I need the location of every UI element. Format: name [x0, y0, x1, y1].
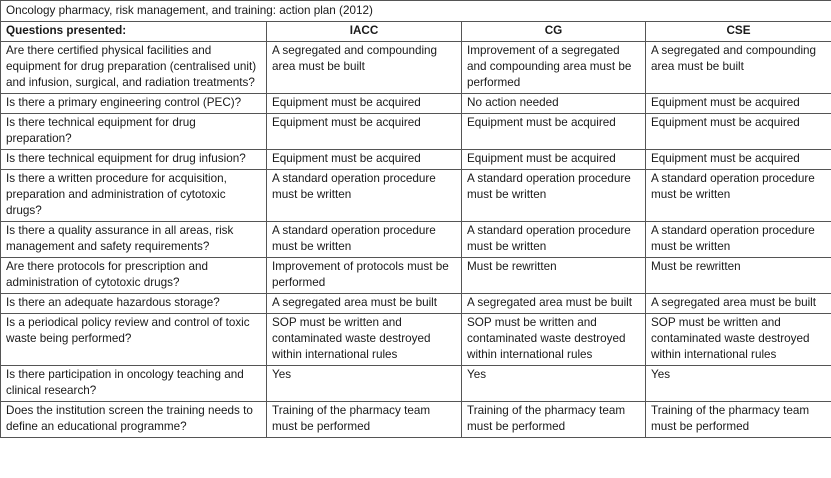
- iacc-cell: Yes: [267, 366, 462, 402]
- iacc-cell: A standard operation procedure must be written: [267, 170, 462, 222]
- question-cell: Is there technical equipment for drug infusion?: [1, 150, 267, 170]
- question-cell: Is a periodical policy review and control of toxic waste being performed?: [1, 314, 267, 366]
- iacc-cell: A segregated and compounding area must be built: [267, 42, 462, 94]
- cse-cell: A standard operation procedure must be written: [646, 170, 831, 222]
- table-row: [1, 94, 831, 114]
- iacc-cell: A standard operation procedure must be written: [267, 222, 462, 258]
- question-cell: Is there a quality assurance in all areas, risk management and safety requirements?: [1, 222, 267, 258]
- cg-cell: A segregated area must be built: [462, 294, 646, 314]
- cse-cell: Equipment must be acquired: [646, 94, 831, 114]
- question-cell: Are there certified physical facilities and equipment for drug preparation (centralised unit) and infusion, surgical, and radiation treatments?: [1, 42, 267, 94]
- cg-cell: Equipment must be acquired: [462, 114, 646, 150]
- question-cell: Is there an adequate hazardous storage?: [1, 294, 267, 314]
- header-questions: Questions presented:: [1, 22, 267, 42]
- table-row: [1, 294, 831, 314]
- cg-cell: Must be rewritten: [462, 258, 646, 294]
- table-row: [1, 258, 831, 294]
- cg-cell: No action needed: [462, 94, 646, 114]
- iacc-cell: Training of the pharmacy team must be performed: [267, 402, 462, 438]
- cse-cell: Yes: [646, 366, 831, 402]
- iacc-cell: Equipment must be acquired: [267, 114, 462, 150]
- table-row: [1, 314, 831, 366]
- cg-cell: SOP must be written and contaminated waste destroyed within international rules: [462, 314, 646, 366]
- cse-cell: SOP must be written and contaminated waste destroyed within international rules: [646, 314, 831, 366]
- iacc-cell: Equipment must be acquired: [267, 94, 462, 114]
- cg-cell: Improvement of a segregated and compounding area must be performed: [462, 42, 646, 94]
- table-row: [1, 366, 831, 402]
- iacc-cell: Improvement of protocols must be performed: [267, 258, 462, 294]
- table-row: [1, 402, 831, 438]
- question-cell: Is there a written procedure for acquisition, preparation and administration of cytotoxic drugs?: [1, 170, 267, 222]
- header-cg: CG: [462, 22, 646, 42]
- table-row: [1, 150, 831, 170]
- table-row: [1, 170, 831, 222]
- iacc-cell: SOP must be written and contaminated waste destroyed within international rules: [267, 314, 462, 366]
- table-row: [1, 114, 831, 150]
- cg-cell: Equipment must be acquired: [462, 150, 646, 170]
- table-header-row: [1, 22, 831, 42]
- cg-cell: A standard operation procedure must be written: [462, 170, 646, 222]
- header-cse: CSE: [646, 22, 831, 42]
- question-cell: Are there protocols for prescription and administration of cytotoxic drugs?: [1, 258, 267, 294]
- cse-cell: Training of the pharmacy team must be performed: [646, 402, 831, 438]
- cse-cell: Must be rewritten: [646, 258, 831, 294]
- cg-cell: A standard operation procedure must be written: [462, 222, 646, 258]
- table-title: Oncology pharmacy, risk management, and training: action plan (2012): [1, 1, 831, 22]
- iacc-cell: Equipment must be acquired: [267, 150, 462, 170]
- cse-cell: Equipment must be acquired: [646, 114, 831, 150]
- cse-cell: A standard operation procedure must be written: [646, 222, 831, 258]
- question-cell: Is there a primary engineering control (PEC)?: [1, 94, 267, 114]
- question-cell: Is there technical equipment for drug preparation?: [1, 114, 267, 150]
- cg-cell: Training of the pharmacy team must be performed: [462, 402, 646, 438]
- table-row: [1, 222, 831, 258]
- table-row: [1, 42, 831, 94]
- cse-cell: A segregated area must be built: [646, 294, 831, 314]
- cg-cell: Yes: [462, 366, 646, 402]
- cse-cell: Equipment must be acquired: [646, 150, 831, 170]
- question-cell: Is there participation in oncology teaching and clinical research?: [1, 366, 267, 402]
- question-cell: Does the institution screen the training needs to define an educational programme?: [1, 402, 267, 438]
- iacc-cell: A segregated area must be built: [267, 294, 462, 314]
- header-iacc: IACC: [267, 22, 462, 42]
- cse-cell: A segregated and compounding area must be built: [646, 42, 831, 94]
- table-caption-row: [1, 1, 831, 22]
- table-body: [1, 42, 831, 438]
